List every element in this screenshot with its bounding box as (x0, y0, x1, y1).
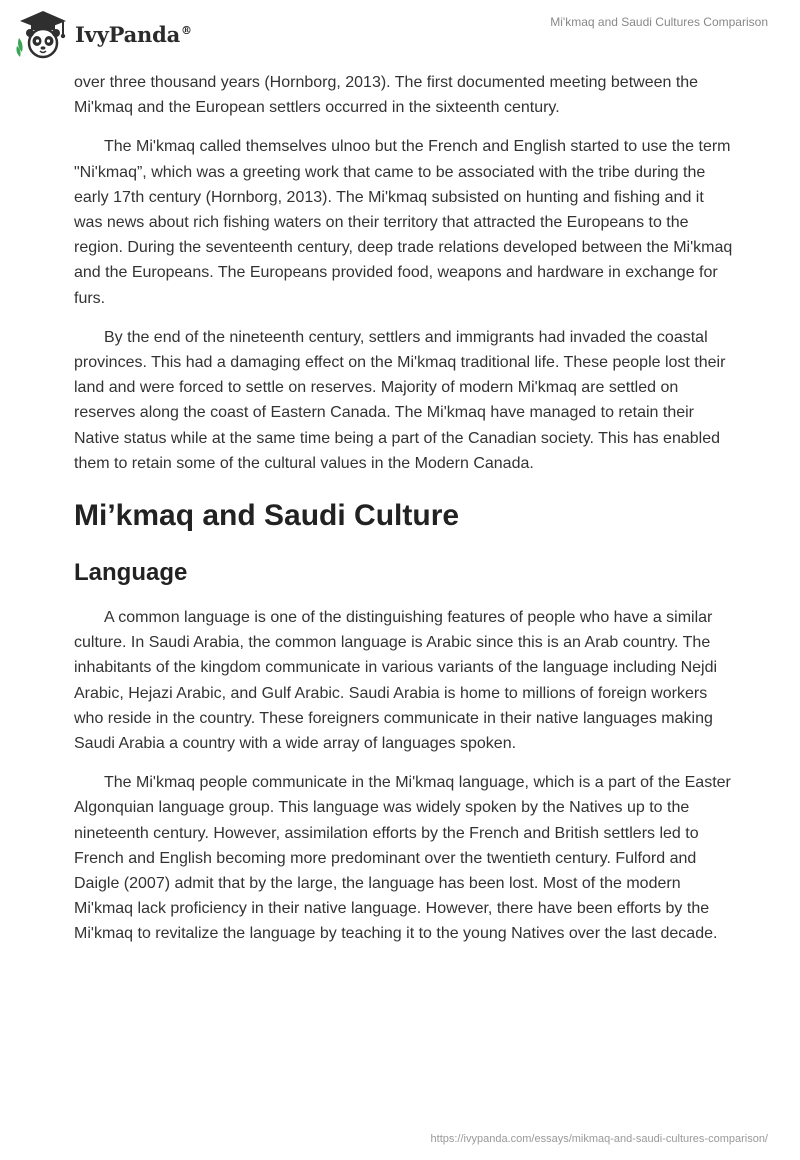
source-url[interactable]: https://ivypanda.com/essays/mikmaq-and-saudi-cultures-comparison/ (430, 1133, 768, 1145)
registered-mark: ® (181, 23, 192, 37)
paragraph: By the end of the nineteenth century, settlers and immigrants had invaded the coastal provinces. This had a damaging effect on the Mi'kmaq traditional life. These people lost their land and were forced to settle on reserves. Majority of modern Mi'kmaq are settled on reserves along the coast of Eastern Canada. The Mi'kmaq have managed to retain their Native status while at the same time being a part of the Canadian society. This has enabled them to retain some of the cultural values in the Modern Canada. (74, 328, 726, 472)
panda-graduate-icon (16, 8, 70, 60)
page-header (0, 0, 800, 70)
paragraph: The Mi'kmaq called themselves ulnoo but the French and English started to use the term "Ni'kmaq”, which was a greeting work that came to be associated with the tribe during the early 17th century (Hornborg, 2013). The Mi'kmaq subsisted on hunting and fishing and it was news about rich fishing waters on their territory that attracted the Europeans to the region. During the seventeenth century, deep trade relations developed between the Mi'kmaq and the Europeans. The Europeans provided food, weapons and hardware in exchange for furs. (74, 138, 733, 307)
section-heading: Mi’kmaq and Saudi Culture (74, 499, 460, 533)
subsection-heading: Language (74, 559, 188, 587)
paragraph: A common language is one of the distinguishing features of people who have a similar culture. In Saudi Arabia, the common language is Arabic since this is an Arab country. The inhabitants of the kingdom communicate in various variants of the language including Nejdi Arabic, Hejazi Arabic, and Gulf Arabic. Saudi Arabia is home to millions of foreign workers who reside in the country. These foreigners communicate in their native languages making Saudi Arabia a country with a wide array of languages spoken. (74, 609, 718, 753)
brand-name: IvyPanda® (75, 21, 192, 47)
paragraph: over three thousand years (Hornborg, 2013). The first documented meeting between the Mi'kmaq and the European settlers occurred in the sixteenth century. (74, 74, 699, 117)
ivypanda-logo[interactable] (16, 8, 192, 60)
essay-content (74, 70, 734, 961)
document-title: Mi'kmaq and Saudi Cultures Comparison (550, 15, 768, 29)
paragraph: The Mi'kmaq people communicate in the Mi'kmaq language, which is a part of the Easter Algonquian language group. This language was widely spoken by the Natives up to the nineteenth century. However, assimilation efforts by the French and British settlers led to French and English becoming more predominant over the twentieth century. Fulford and Daigle (2007) admit that by the large, the language has been lost. Most of the modern Mi'kmaq lack proficiency in their native language. However, there have been efforts by the Mi'kmaq to revitalize the language by teaching it to the young Natives over the last decade. (74, 774, 731, 943)
